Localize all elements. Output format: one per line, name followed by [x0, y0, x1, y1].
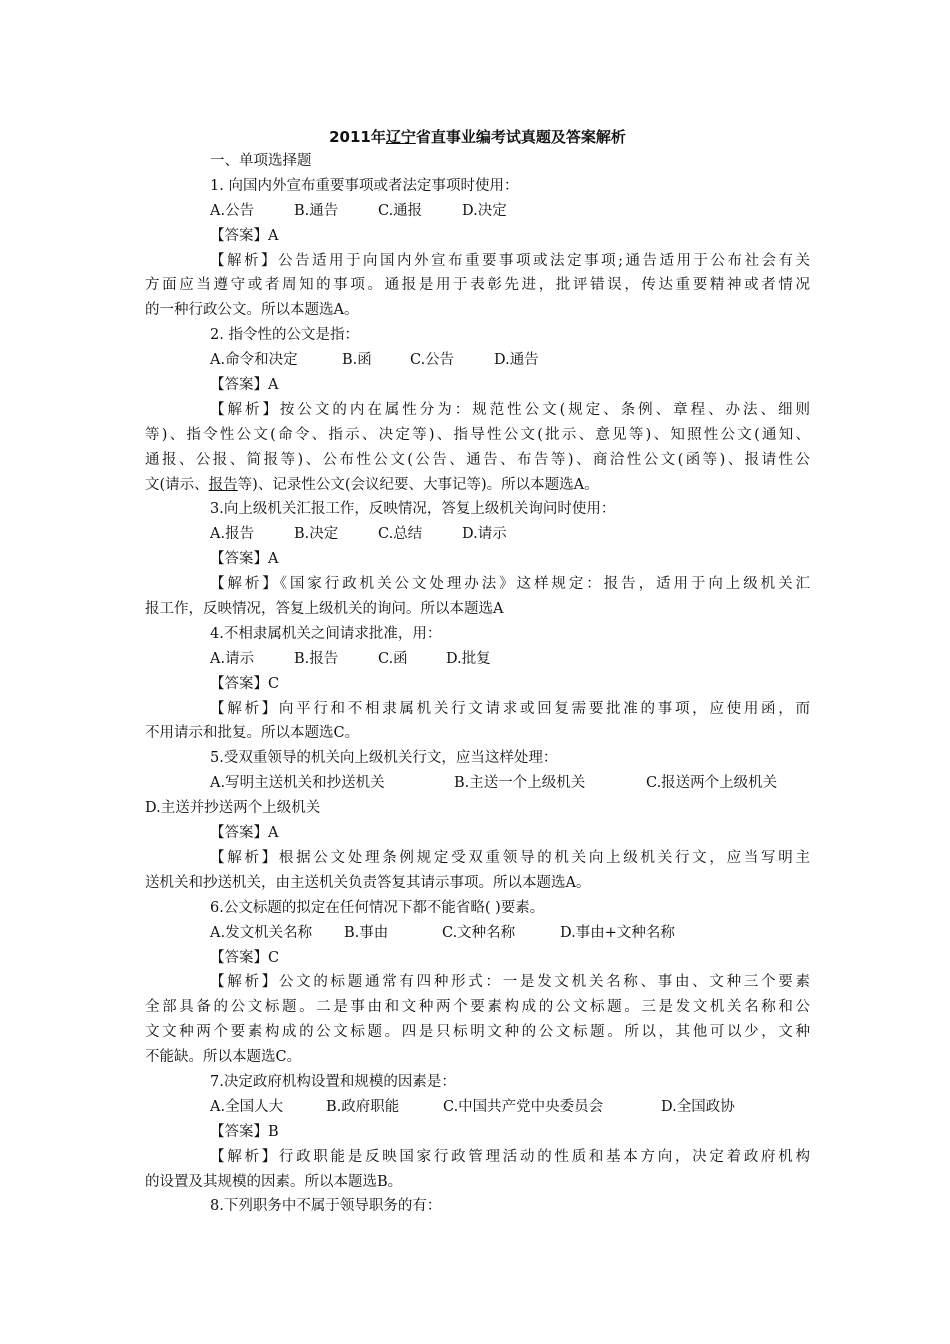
question-7-options: [145, 1095, 810, 1120]
question-7-explanation-line: 的设置及其规模的因素。所以本题选B。: [145, 1173, 403, 1190]
title-rest: 省直事业编考试真题及答案解析: [415, 128, 626, 146]
option-d: D.全国政协: [661, 1098, 735, 1115]
option-c: C.报送两个上级机关: [646, 775, 778, 792]
option-d: D.决定: [462, 202, 507, 219]
question-5-explanation-line: 【解析】根据公文处理条例规定受双重领导的机关向上级机关行文，应当写明主: [210, 849, 810, 866]
question-7-explanation-line: 【解析】行政职能是反映国家行政管理活动的性质和基本方向，决定着政府机构: [210, 1148, 810, 1165]
question-5-answer: 【答案】A: [210, 825, 279, 842]
option-c: C.总结: [378, 526, 423, 543]
option-b: B.事由: [344, 924, 389, 941]
question-6-explanation-line: 【解析】公文的标题通常有四种形式：一是发文机关名称、事由、文种三个要素: [210, 974, 810, 991]
option-d: D.请示: [462, 526, 507, 543]
question-6-explanation-line: 不能缺。所以本题选C。: [145, 1049, 302, 1066]
explanation-text: 文(请示、: [145, 476, 209, 493]
question-4-explanation-line: 【解析】向平行和不相隶属机关行文请求或回复需要批准的事项，应使用函，而: [210, 700, 810, 717]
option-d: D.批复: [446, 650, 491, 667]
question-2-explanation-line: [145, 473, 810, 498]
option-b: B.政府职能: [326, 1098, 400, 1115]
option-b: B.通告: [294, 202, 339, 219]
document-title: [145, 125, 810, 149]
question-6-answer: 【答案】C: [210, 949, 280, 966]
option-a: A.公告: [210, 202, 255, 219]
question-1-options: [145, 199, 810, 224]
option-b: B.报告: [294, 650, 339, 667]
explanation-text: 等)、记录性公文(会议纪要、大事记等)。所以本题选A。: [237, 476, 599, 493]
question-2-explanation-line: 【解析】按公文的内在属性分为：规范性公文(规定、条例、章程、办法、细则: [210, 401, 810, 418]
question-6-explanation-line: 文文种两个要素构成的公文标题。四是只标明文种的公文标题。所以，其他可以少，文种: [145, 1024, 810, 1041]
question-5: 5.受双重领导的机关向上级机关行文，应当这样处理：: [210, 750, 558, 767]
question-3-answer: 【答案】A: [210, 551, 279, 568]
option-c: C.函: [378, 650, 408, 667]
title-place-link[interactable]: 辽宁: [385, 128, 416, 146]
option-b: B.主送一个上级机关: [454, 775, 586, 792]
report-link[interactable]: 报告: [208, 476, 238, 493]
option-a: A.请示: [210, 650, 255, 667]
question-7-answer: 【答案】B: [210, 1123, 279, 1140]
question-5-explanation-line: 送机关和抄送机关，由主送机关负责答复其请示事项。所以本题选A。: [145, 874, 591, 891]
question-5-options: [145, 771, 810, 796]
question-2-options: [145, 348, 810, 373]
question-1-answer: 【答案】A: [210, 227, 279, 244]
question-5-option-d: D.主送并抄送两个上级机关: [145, 800, 321, 817]
option-d: D.通告: [494, 352, 539, 369]
question-1-explanation-line: 【解析】公告适用于向国内外宣布重要事项或法定事项;通告适用于公布社会有关: [210, 252, 810, 269]
question-4: 4.不相隶属机关之间请求批准，用：: [210, 625, 442, 642]
option-b: B.决定: [294, 526, 339, 543]
question-7: 7.决定政府机构设置和规模的因素是：: [210, 1073, 456, 1090]
question-4-options: [145, 647, 810, 672]
document-body: [145, 149, 810, 1219]
section-heading: 一、单项选择题: [210, 153, 312, 169]
question-1-explanation-line: 方面应当遵守或者周知的事项。通报是用于表彰先进，批评错误，传达重要精神或者情况: [145, 277, 810, 294]
option-b: B.函: [342, 352, 372, 369]
option-d: D.事由+文种名称: [560, 924, 675, 941]
question-1: 1. 向国内外宣布重要事项或者法定事项时使用：: [210, 177, 519, 194]
option-c: C.文种名称: [442, 924, 516, 941]
question-2-explanation-line: 等)、指令性公文(命令、指示、决定等)、指导性公文(批示、意见等)、知照性公文(通知、: [145, 426, 810, 443]
question-6-options: [145, 921, 810, 946]
question-4-explanation-line: 不用请示和批复。所以本题选C。: [145, 725, 360, 742]
question-3-explanation-line: 报工作，反映情况，答复上级机关的询问。所以本题选A: [145, 601, 504, 618]
option-a: A.写明主送机关和抄送机关: [210, 775, 385, 792]
option-a: A.全国人大: [210, 1098, 284, 1115]
question-2: 2. 指令性的公文是指：: [210, 327, 359, 344]
question-3-explanation-line: 【解析】《国家行政机关公文处理办法》这样规定：报告，适用于向上级机关汇: [210, 576, 810, 593]
title-year: 2011年: [329, 128, 386, 146]
question-2-explanation-line: 通报、公报、简报等)、公布性公文(公告、通告、布告等)、商洽性公文(函等)、报请性公: [145, 451, 810, 468]
option-c: C.中国共产党中央委员会: [443, 1098, 604, 1115]
option-a: A.发文机关名称: [210, 924, 313, 941]
option-c: C.通报: [378, 202, 423, 219]
option-c: C.公告: [410, 352, 455, 369]
question-1-explanation-line: 的一种行政公文。所以本题选A。: [145, 302, 359, 319]
question-4-answer: 【答案】C: [210, 675, 280, 692]
option-a: A.报告: [210, 526, 255, 543]
question-6: 6.公文标题的拟定在任何情况下都不能省略( )要素。: [210, 899, 545, 916]
question-2-answer: 【答案】A: [210, 377, 279, 394]
question-3: 3.向上级机关汇报工作，反映情况，答复上级机关询问时使用：: [210, 501, 616, 518]
question-3-options: [145, 522, 810, 547]
question-6-explanation-line: 全部具备的公文标题。二是事由和文种两个要素构成的公文标题。三是发文机关名称和公: [145, 999, 810, 1016]
question-8: 8.下列职务中不属于领导职务的有：: [210, 1198, 442, 1215]
option-a: A.命令和决定: [210, 352, 298, 369]
